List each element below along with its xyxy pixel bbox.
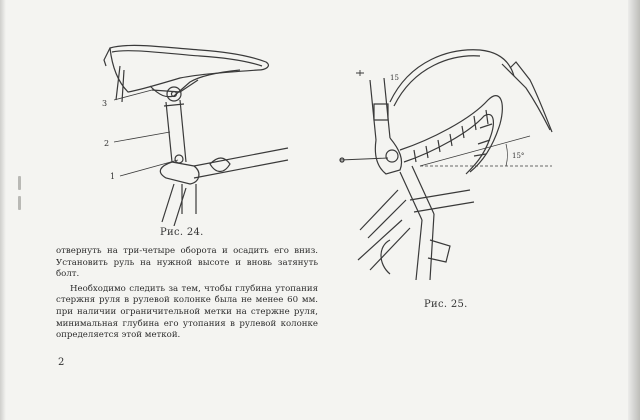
page-number: 2 bbox=[58, 357, 65, 368]
figure-25-label-15: 15 bbox=[390, 74, 399, 82]
binding-mark bbox=[18, 176, 21, 190]
figure-24-label-3: 3 bbox=[102, 99, 108, 108]
page-edge-left bbox=[0, 0, 6, 420]
paragraph-1: отвернуть на три-четыре оборота и осадить его вниз. Установить руль на нужной высоте и вновь затянуть болт. bbox=[56, 246, 318, 280]
figure-24-saddle-drawing bbox=[90, 36, 290, 226]
figure-25-angle-label: 15° bbox=[512, 152, 525, 160]
page-edge-right bbox=[628, 0, 640, 420]
figure-24-label-2: 2 bbox=[104, 139, 110, 148]
figure-25-handlebar-drawing bbox=[330, 40, 590, 290]
figure-25-caption: Рис. 25. bbox=[424, 299, 468, 310]
body-text bbox=[56, 246, 318, 342]
binding-mark bbox=[18, 196, 21, 210]
paragraph-2: Необходимо следить за тем, чтобы глубина утопания стержня руля в рулевой колонке была не менее 60 мм. при наличии ограничительной метки на стержне руля, минимальная глубина его утопания в рулевой колонке определяется этой меткой. bbox=[56, 283, 318, 341]
figure-24-label-1: 1 bbox=[110, 172, 116, 181]
figure-24-caption: Рис. 24. bbox=[160, 227, 204, 238]
